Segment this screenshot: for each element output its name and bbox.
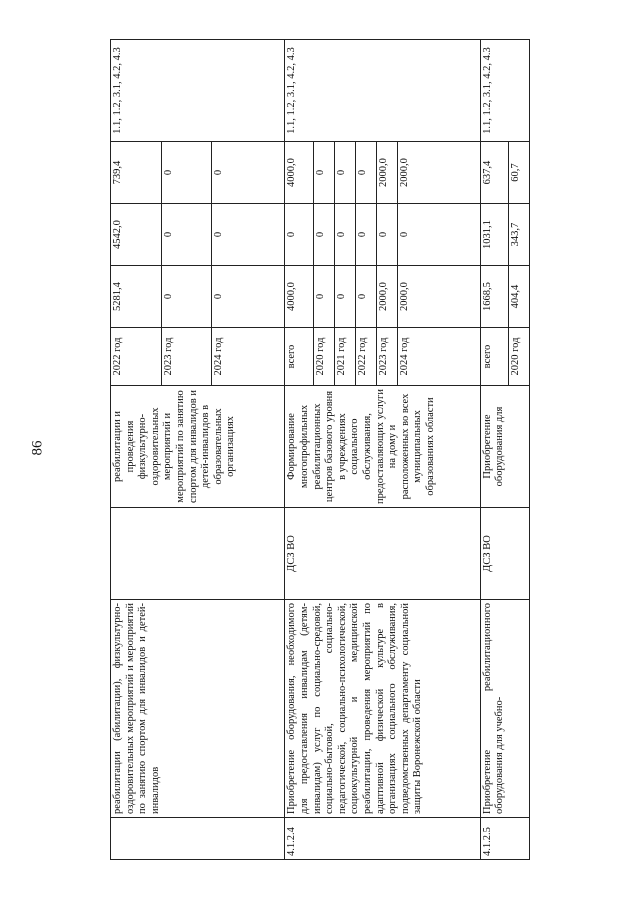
cell-value: 0 [161, 266, 212, 328]
table-row-continuation [111, 40, 162, 860]
cell-value: 0 [376, 204, 397, 266]
cell-year: 2022 год [111, 328, 162, 386]
cell-value: 0 [397, 204, 480, 266]
cell-num: 4.1.2.4 [285, 818, 480, 860]
cell-value: 0 [285, 204, 313, 266]
cell-num: 4.1.2.5 [480, 818, 529, 860]
page-number: 86 [29, 440, 46, 456]
cell-value: 0 [313, 266, 334, 328]
cell-value: 0 [355, 142, 376, 204]
cell-value: 0 [212, 142, 285, 204]
cell-exec-empty [111, 508, 285, 600]
cell-result: Формирование многопрофильных реабилитационных центров базового уровня в учреждениях социального обслуживания, предоставляющих услуги на дому и расположенных во всех муниципальных образованиях области [285, 386, 480, 508]
cell-value: 0 [212, 266, 285, 328]
cell-value: 739,4 [111, 142, 162, 204]
cell-value: 2000,0 [397, 266, 480, 328]
program-table [110, 39, 530, 860]
cell-year: 2023 год [376, 328, 397, 386]
cell-value: 4000,0 [285, 266, 313, 328]
cell-value: 1668,5 [480, 266, 508, 328]
cell-value: 2000,0 [376, 142, 397, 204]
cell-year: 2020 год [313, 328, 334, 386]
cell-name: Приобретение оборудования, необходимого для предоставления инвалидам (детям-инвалидам) услуг по социально-средовой, социально-бытовой, социально-педагогической, социально-психологической, социокультурной и медицинской реабилитации, проведения мероприятий по адаптивной физической культуре в организациях социального обслуживания, подведомственных департаменту социальной защиты Воронежской области [285, 600, 480, 818]
cell-year: 2022 год [355, 328, 376, 386]
cell-result: Приобретение оборудования для [480, 386, 529, 508]
cell-num-empty [111, 818, 285, 860]
cell-year: 2023 год [161, 328, 212, 386]
table-row-4124 [285, 40, 313, 860]
cell-value: 0 [212, 204, 285, 266]
cell-value: 0 [313, 142, 334, 204]
cell-value: 0 [313, 204, 334, 266]
cell-value: 0 [161, 142, 212, 204]
cell-value: 4542,0 [111, 204, 162, 266]
cell-value: 0 [355, 204, 376, 266]
cell-year: 2020 год [509, 328, 530, 386]
cell-indicators: 1.1, 1.2, 3.1, 4.2, 4.3 [285, 40, 480, 142]
cell-name: Приобретение реабилитационного оборудования для учебно- [480, 600, 529, 818]
cell-result: реабилитации и проведения физкультурно-оздоровительных мероприятий и мероприятий по занятию спортом для инвалидов и детей-инвалидов в образовательных организациях [111, 386, 285, 508]
cell-value: 2000,0 [376, 266, 397, 328]
rotated-table-container [110, 40, 530, 860]
cell-value: 60,7 [509, 142, 530, 204]
cell-year: всего [480, 328, 508, 386]
cell-value: 0 [161, 204, 212, 266]
cell-year: 2021 год [334, 328, 355, 386]
cell-exec: ДСЗ ВО [285, 508, 480, 600]
cell-indicators: 1.1, 1.2, 3.1, 4.2, 4.3 [111, 40, 285, 142]
cell-year: 2024 год [212, 328, 285, 386]
cell-value: 343,7 [509, 204, 530, 266]
cell-value: 4000,0 [285, 142, 313, 204]
cell-value: 0 [334, 142, 355, 204]
cell-exec: ДСЗ ВО [480, 508, 529, 600]
cell-value: 5281,4 [111, 266, 162, 328]
cell-value: 0 [334, 266, 355, 328]
cell-value: 1031,1 [480, 204, 508, 266]
cell-year: всего [285, 328, 313, 386]
cell-value: 637,4 [480, 142, 508, 204]
cell-indicators: 1.1, 1.2, 3.1, 4.2, 4.3 [480, 40, 529, 142]
cell-value: 0 [355, 266, 376, 328]
table-row-4125 [480, 40, 508, 860]
cell-year: 2024 год [397, 328, 480, 386]
cell-name: реабилитации (абилитации), физкультурно-оздоровительных мероприятий и мероприятий по занятию спортом для инвалидов и детей-инвалидов [111, 600, 285, 818]
cell-value: 2000,0 [397, 142, 480, 204]
cell-value: 404,4 [509, 266, 530, 328]
cell-value: 0 [334, 204, 355, 266]
